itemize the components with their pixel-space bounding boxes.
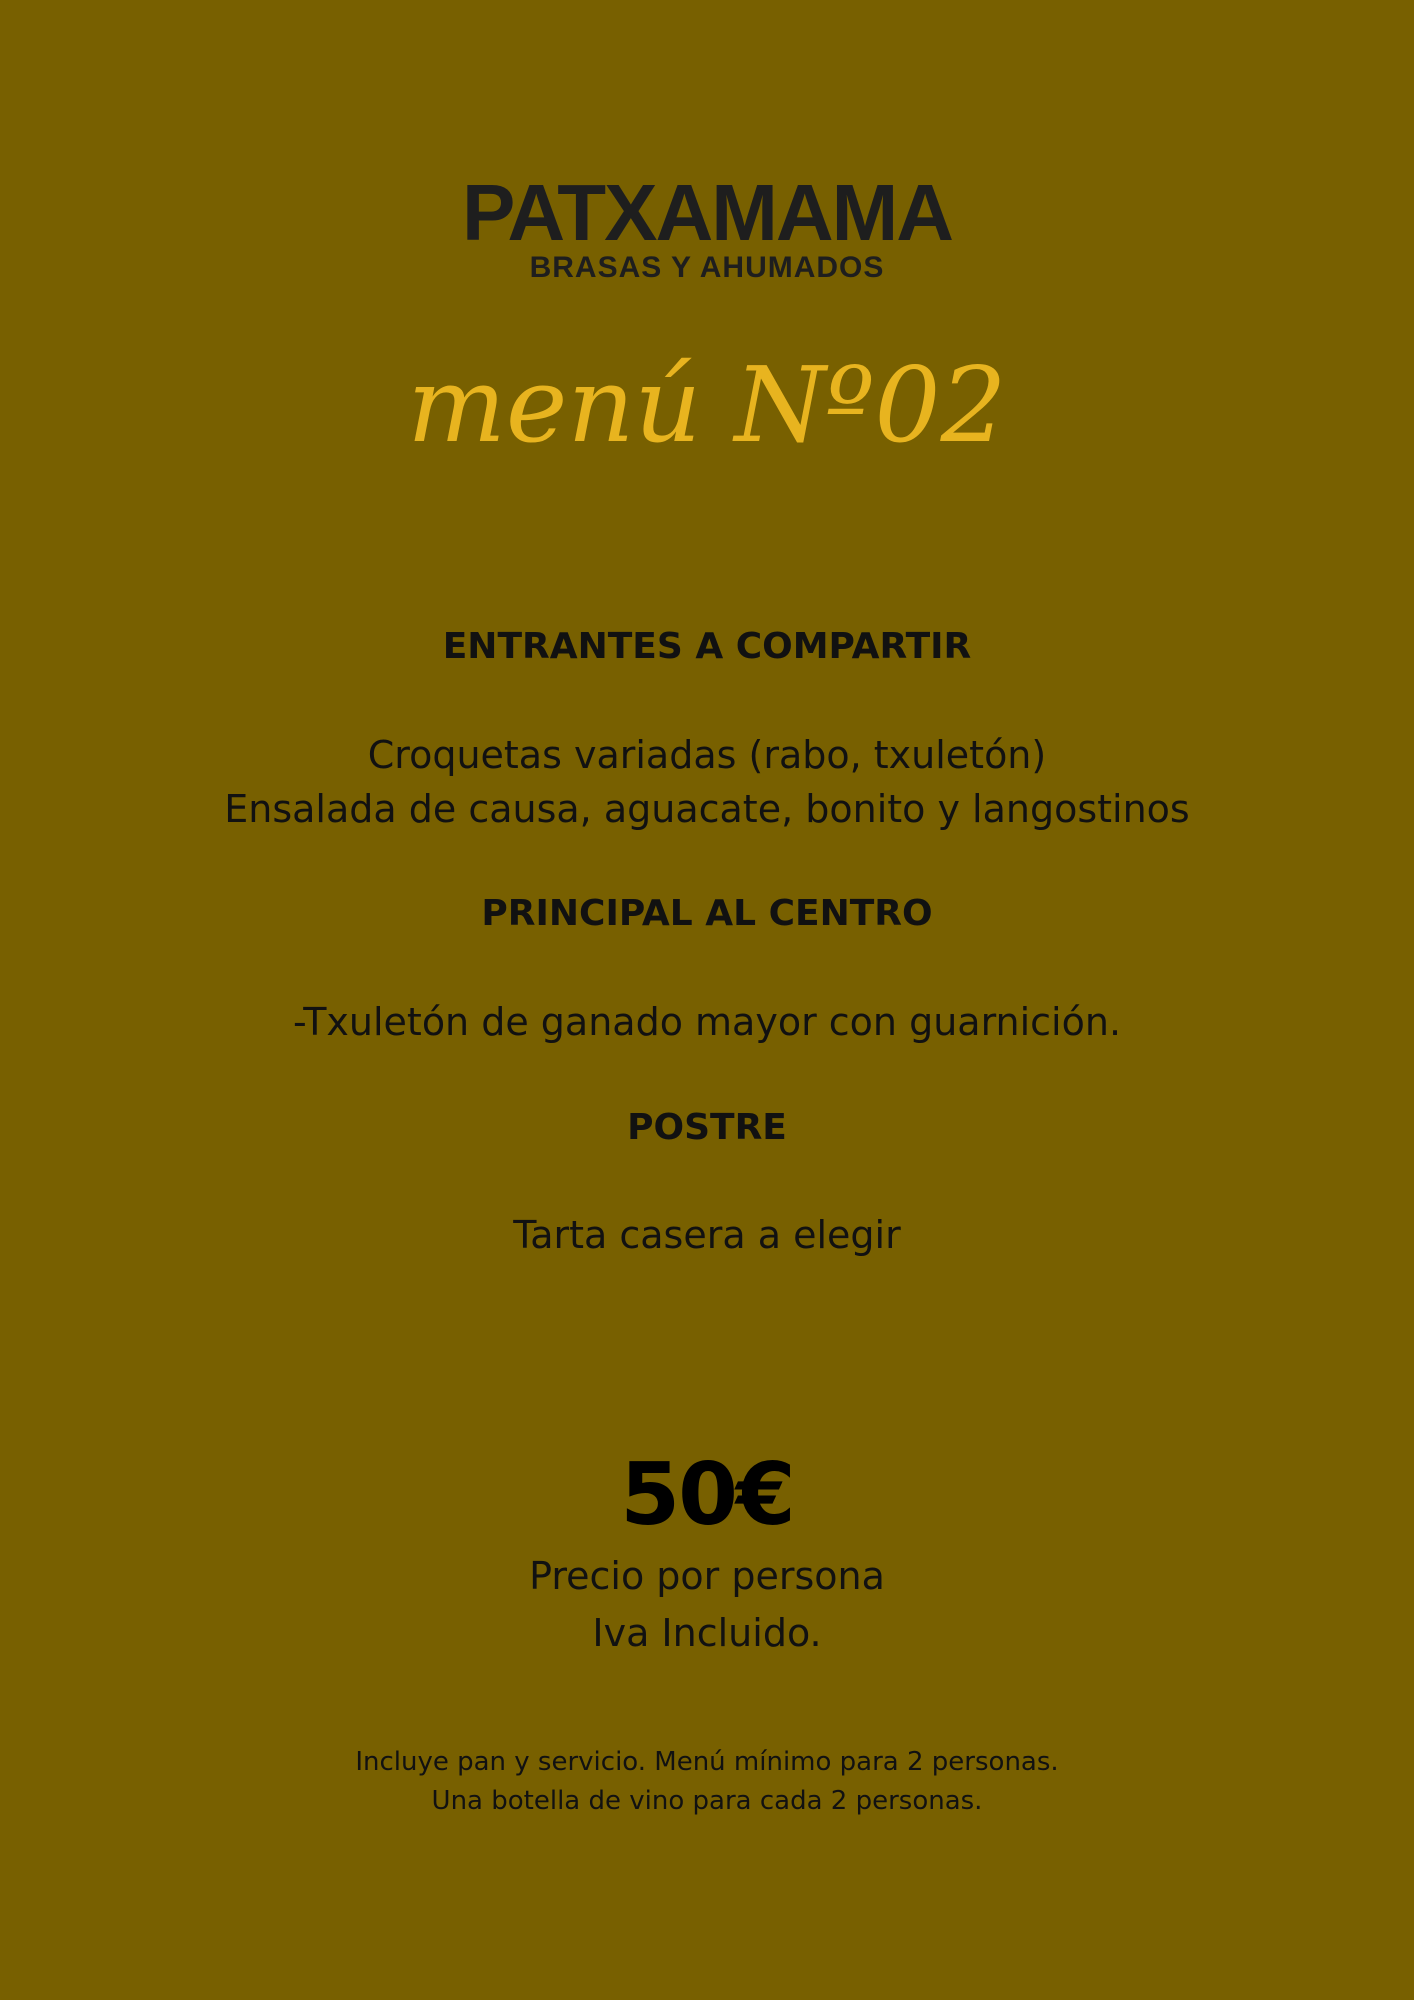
dish-item: Ensalada de causa, aguacate, bonito y langostinos <box>224 787 1190 831</box>
dish-item: -Txuletón de ganado mayor con guarnición. <box>292 1000 1122 1044</box>
price-per-person: Precio por persona <box>529 1554 885 1598</box>
dish-item: Croquetas variadas (rabo, txuletón) <box>367 733 1047 777</box>
footer-note: Incluye pan y servicio. Menú mínimo para 2 personas. <box>355 1747 1059 1777</box>
tax-note: Iva Incluido. <box>592 1611 822 1655</box>
section-heading-dessert: POSTRE <box>627 1107 787 1148</box>
brand-logo-name: PATXAMAMA <box>461 168 953 257</box>
footer-note: Una botella de vino para cada 2 personas. <box>431 1786 983 1816</box>
section-heading-starters: ENTRANTES A COMPARTIR <box>442 626 972 667</box>
dish-item: Tarta casera a elegir <box>513 1213 901 1257</box>
price-value: 50€ <box>620 1445 794 1545</box>
brand-tagline: BRASAS Y AHUMADOS <box>529 251 885 284</box>
menu-title: menú Nº02 <box>407 344 1007 466</box>
section-heading-main: PRINCIPAL AL CENTRO <box>481 893 933 934</box>
